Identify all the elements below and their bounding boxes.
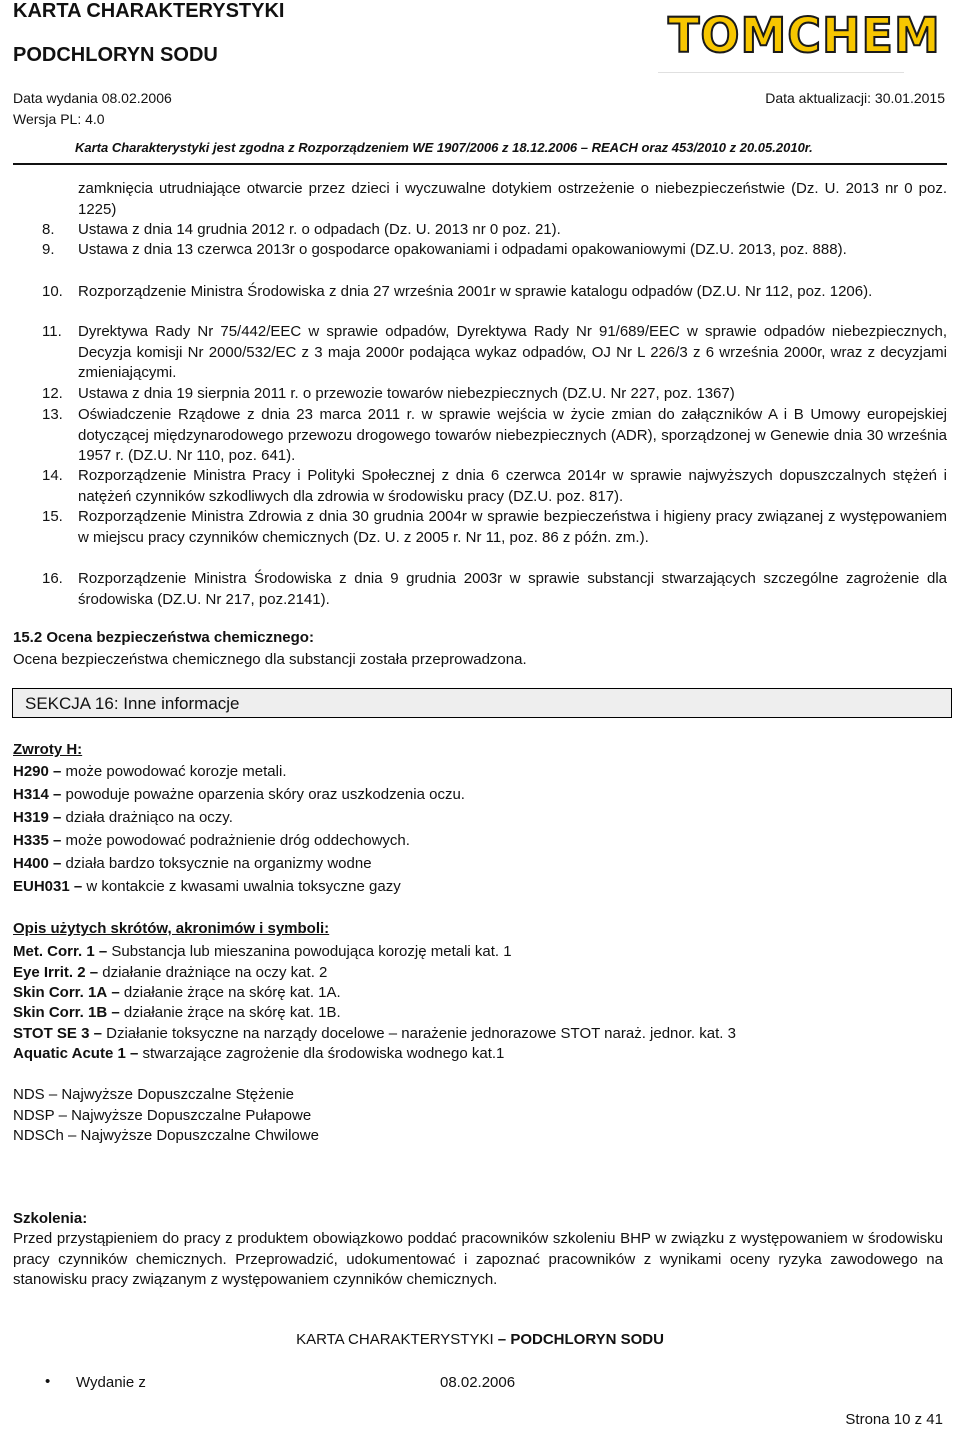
footer-title	[0, 1331, 960, 1348]
h-text: działa bardzo toksycznie na organizmy wodne	[65, 855, 372, 872]
abbreviation-row	[13, 1004, 341, 1021]
list-number: 15.	[42, 508, 63, 525]
issue-date: Data wydania 08.02.2006	[13, 90, 172, 106]
dash: –	[111, 984, 120, 1001]
abbreviation-row	[13, 964, 327, 981]
list-text: Ustawa z dnia 13 czerwca 2013r o gospodarce opakowaniami i odpadami opakowaniowymi (DZ.U. 2013, poz. 888).	[78, 241, 847, 258]
product-name-title: PODCHLORYN SODU	[13, 44, 218, 66]
list-number: 8.	[42, 221, 55, 238]
list-number: 16.	[42, 570, 63, 587]
abbreviation-row	[13, 943, 512, 960]
list-text: Oświadczenie Rządowe z dnia 23 marca 2011 r. w sprawie wejścia w życie zmian do załączników A i B Umowy europejskiej dotyczącej międzynarodowego przewozu drogowego towarów niebezpiecznych (ADR), sporządzonej w Genewie dnia 30 września 1957 r. (DZ.U. Nr 110, poz. 641).	[78, 406, 947, 465]
abbreviation-row	[13, 1025, 736, 1042]
footer-issued-date: 08.02.2006	[440, 1374, 516, 1391]
safety-assessment-text: Ocena bezpieczeństwa chemicznego dla substancji została przeprowadzona.	[13, 651, 527, 668]
h-code: EUH031	[13, 878, 70, 895]
h-phrases-heading: Zwroty H:	[13, 741, 83, 758]
footer-product: PODCHLORYN SODU	[510, 1331, 664, 1348]
h-code: H400	[13, 855, 49, 872]
h-phrase-row	[13, 786, 465, 803]
dash: –	[53, 855, 62, 872]
section-16-title: SEKCJA 16: Inne informacje	[25, 694, 240, 713]
footer-issued-label: Wydanie z	[76, 1374, 146, 1391]
h-phrase-row	[13, 878, 401, 895]
tomchem-logo	[658, 0, 941, 73]
list-number: 13.	[42, 406, 63, 423]
abbr-code: Skin Corr. 1A	[13, 984, 108, 1001]
dash: –	[73, 878, 83, 895]
page-number: Strona 10 z 41	[845, 1411, 943, 1428]
h-code: H335	[13, 832, 49, 849]
limit-row-nds: NDS – Najwyższe Dopuszczalne Stężenie	[13, 1086, 294, 1103]
list-item-continuation: zamknięcia utrudniające otwarcie przez dzieci i wyczuwalne dotykiem ostrzeżenie o niebezpieczeństwie (Dz. U. 2013 nr 0 poz. 1225)	[78, 180, 947, 218]
version: Wersja PL: 4.0	[13, 111, 105, 127]
list-text: Ustawa z dnia 14 grudnia 2012 r. o odpadach (Dz. U. 2013 nr 0 poz. 21).	[78, 221, 561, 238]
abbr-code: Skin Corr. 1B	[13, 1004, 108, 1021]
list-text: Dyrektywa Rady Nr 75/442/EEC w sprawie odpadów, Dyrektywa Rady Nr 91/689/EEC w sprawie odpadów niebezpiecznych, Decyzja komisji Nr 2000/532/EC z 3 maja 2000r podająca wykaz odpadów, OJ Nr L 226/3 z 6 września 2000r, wraz z decyzjami zmieniającymi.	[78, 323, 947, 382]
dash: –	[93, 1025, 102, 1042]
logo-text: TOMCHEM	[668, 6, 941, 64]
h-code: H319	[13, 809, 49, 826]
list-text: Ustawa z dnia 19 sierpnia 2011 r. o przewozie towarów niebezpiecznych (DZ.U. Nr 227, poz. 1367)	[78, 385, 735, 402]
abbr-text: Substancja lub mieszanina powodująca korozję metali kat. 1	[111, 943, 512, 960]
h-phrase-row	[13, 855, 372, 872]
header-divider	[13, 163, 947, 165]
dash: –	[53, 832, 62, 849]
h-phrase-row	[13, 809, 233, 826]
h-phrase-row	[13, 763, 286, 780]
abbr-code: Aquatic Acute 1	[13, 1045, 126, 1062]
h-text: działa drażniąco na oczy.	[65, 809, 233, 826]
list-number: 14.	[42, 467, 63, 484]
h-text: może powodować korozje metali.	[65, 763, 287, 780]
list-text: Rozporządzenie Ministra Środowiska z dnia 9 grudnia 2003r w sprawie substancji stwarzających szczególne zagrożenie dla środowiska (DZ.U. Nr 217, poz.2141).	[78, 570, 947, 608]
training-heading: Szkolenia:	[13, 1210, 88, 1227]
list-number: 11.	[42, 323, 62, 340]
abbr-text: działanie żrące na skórę kat. 1A.	[123, 984, 341, 1001]
dash: –	[98, 943, 108, 960]
dash: –	[129, 1045, 139, 1062]
dash: –	[53, 786, 62, 803]
footer-doc-label: KARTA CHARAKTERYSTYKI	[296, 1331, 494, 1348]
dash: –	[53, 763, 62, 780]
section-16-header	[12, 688, 952, 718]
h-code: H314	[13, 786, 49, 803]
limit-row-ndsch: NDSCh – Najwyższe Dopuszczalne Chwilowe	[13, 1127, 319, 1144]
h-text: powoduje poważne oparzenia skóry oraz uszkodzenia oczu.	[65, 786, 465, 803]
h-text: w kontakcie z kwasami uwalnia toksyczne gazy	[86, 878, 401, 895]
abbreviations-heading: Opis użytych skrótów, akronimów i symboli:	[13, 920, 330, 937]
bullet-icon: •	[45, 1373, 51, 1390]
abbr-code: Met. Corr. 1	[13, 943, 95, 960]
list-number: 12.	[42, 385, 63, 402]
list-text: Rozporządzenie Ministra Pracy i Polityki Społecznej z dnia 6 czerwca 2014r w sprawie najwyższych dopuszczalnych stężeń i natężeń czynników szkodliwych dla zdrowia w środowisku pracy (DZ.U. poz. 817).	[78, 467, 947, 505]
dash: –	[111, 1004, 120, 1021]
list-text: Rozporządzenie Ministra Środowiska z dnia 27 września 2001r w sprawie katalogu odpadów (DZ.U. Nr 112, poz. 1206).	[78, 283, 873, 300]
list-number: 10.	[42, 283, 63, 300]
safety-assessment-heading: 15.2 Ocena bezpieczeństwa chemicznego:	[13, 629, 314, 646]
training-text: Przed przystąpieniem do pracy z produktem obowiązkowo poddać pracowników szkoleniu BHP w związku z występowaniem w środowisku pracy czynników chemicznych. Przeprowadzić, udokumentować i zapoznać pracowników z wynikami oceny ryzyka zawodowego na stanowisku pracy związanym z występowaniem czynników chemicznych.	[13, 1230, 943, 1289]
dash: –	[53, 809, 62, 826]
limit-row-ndsp: NDSP – Najwyższe Dopuszczalne Pułapowe	[13, 1107, 312, 1124]
abbr-text: Działanie toksyczne na narządy docelowe – narażenie jednorazowe STOT naraż. jednor. kat. 3	[106, 1025, 736, 1042]
h-phrase-row	[13, 832, 410, 849]
h-text: może powodować podrażnienie dróg oddechowych.	[65, 832, 410, 849]
list-text: Rozporządzenie Ministra Zdrowia z dnia 30 grudnia 2004r w sprawie bezpieczeństwa i higieny pracy związanej z występowaniem w miejscu pracy czynników chemicznych (Dz. U. z 2005 r. Nr 11, poz. 86 z późn. zm.).	[78, 508, 947, 546]
document-type-title: KARTA CHARAKTERYSTYKI	[13, 0, 285, 22]
abbr-text: działanie żrące na skórę kat. 1B.	[123, 1004, 341, 1021]
dash: –	[89, 964, 99, 981]
h-code: H290	[13, 763, 49, 780]
abbr-code: STOT SE 3	[13, 1025, 90, 1042]
footer-dash: –	[497, 1331, 507, 1348]
abbr-text: działanie drażniące na oczy kat. 2	[102, 964, 328, 981]
list-number: 9.	[42, 241, 55, 258]
update-date: Data aktualizacji: 30.01.2015	[765, 90, 945, 106]
abbr-code: Eye Irrit. 2	[13, 964, 86, 981]
abbr-text: stwarzające zagrożenie dla środowiska wodnego kat.1	[142, 1045, 505, 1062]
abbreviation-row	[13, 1045, 504, 1062]
abbreviation-row	[13, 984, 341, 1001]
regulation-note: Karta Charakterystyki jest zgodna z Rozporządzeniem WE 1907/2006 z 18.12.2006 – REACH oraz 453/2010 z 20.05.2010r.	[75, 140, 813, 155]
